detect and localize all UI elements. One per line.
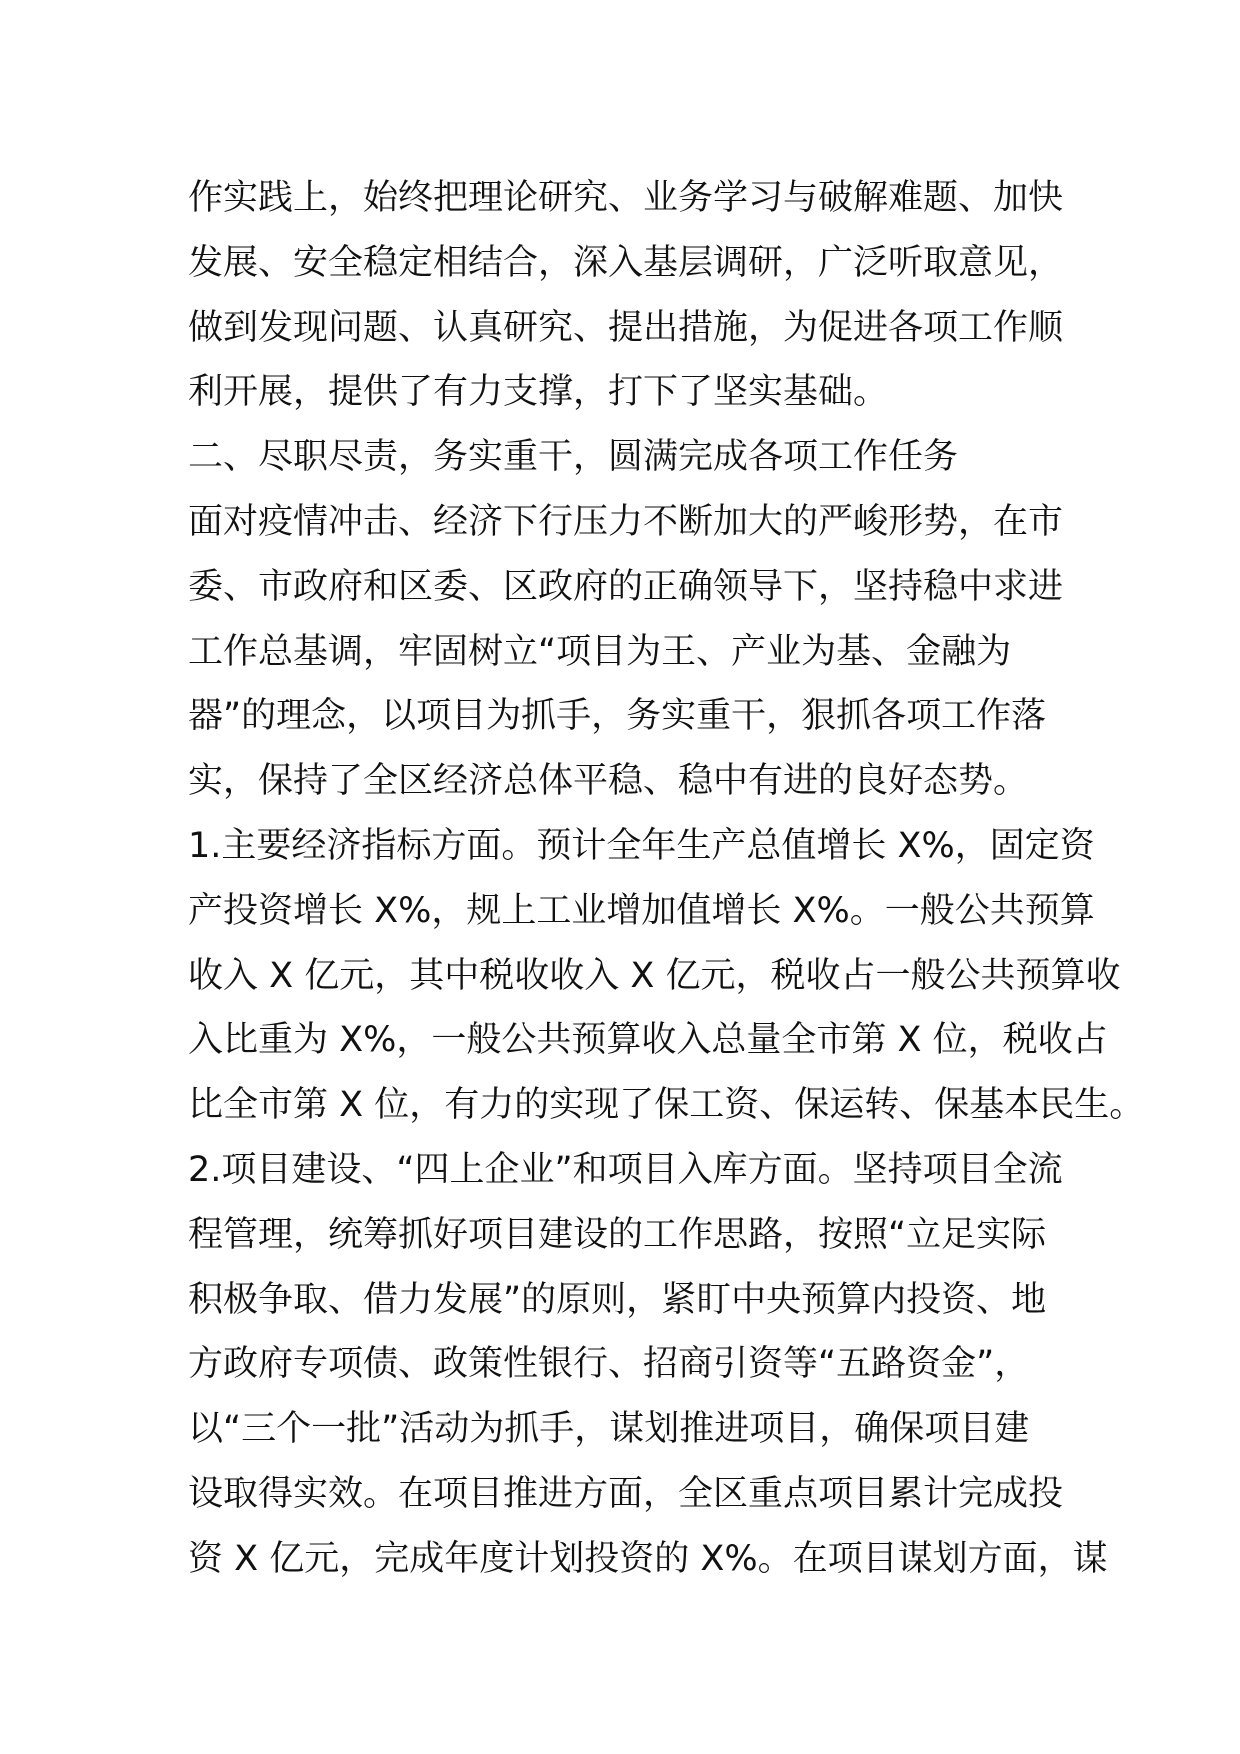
text-line: 工作总基调，牢固树立“项目为王、产业为基、金融为 bbox=[188, 631, 1012, 672]
text-line: 比全市第 X 位，有力的实现了保工资、保运转、保基本民生。 bbox=[188, 1085, 1145, 1126]
section-heading: 二、尽职尽责，务实重干，圆满完成各项工作任务 bbox=[188, 437, 959, 478]
numbered-item-line: 2.项目建设、“四上企业”和项目入库方面。坚持项目全流 bbox=[188, 1149, 1063, 1190]
text-line: 以“三个一批”活动为抓手，谋划推进项目，确保项目建 bbox=[188, 1409, 1030, 1450]
text-line: 器”的理念，以项目为抓手，务实重干，狠抓各项工作落 bbox=[188, 696, 1047, 737]
text-line: 委、市政府和区委、区政府的正确领导下，坚持稳中求进 bbox=[188, 566, 1064, 607]
text-line: 设取得实效。在项目推进方面，全区重点项目累计完成投 bbox=[188, 1473, 1064, 1514]
document-body bbox=[188, 166, 1145, 1592]
text-line: 做到发现问题、认真研究、提出措施，为促进各项工作顺 bbox=[188, 307, 1064, 348]
numbered-item-line: 1.主要经济指标方面。预计全年生产总值增长 X%，固定资 bbox=[188, 825, 1095, 866]
text-line: 程管理，统筹抓好项目建设的工作思路，按照“立足实际 bbox=[188, 1214, 1047, 1255]
text-line: 入比重为 X%，一般公共预算收入总量全市第 X 位，税收占 bbox=[188, 1020, 1108, 1061]
text-line: 实，保持了全区经济总体平稳、稳中有进的良好态势。 bbox=[188, 761, 1029, 802]
text-line: 作实践上，始终把理论研究、业务学习与破解难题、加快 bbox=[188, 178, 1064, 218]
text-line: 面对疫情冲击、经济下行压力不断加大的严峻形势，在市 bbox=[188, 501, 1064, 542]
text-line: 发展、安全稳定相结合，深入基层调研，广泛听取意见， bbox=[188, 242, 1064, 283]
text-line: 方政府专项债、政策性银行、招商引资等“五路资金”， bbox=[188, 1344, 1030, 1385]
text-line: 积极争取、借力发展”的原则，紧盯中央预算内投资、地 bbox=[188, 1279, 1047, 1320]
text-line: 资 X 亿元，完成年度计划投资的 X%。在项目谋划方面，谋 bbox=[188, 1538, 1108, 1579]
text-line: 收入 X 亿元，其中税收收入 X 亿元，税收占一般公共预算收 bbox=[188, 955, 1121, 996]
text-line: 产投资增长 X%，规上工业增加值增长 X%。一般公共预算 bbox=[188, 890, 1095, 931]
text-line: 利开展，提供了有力支撑，打下了坚实基础。 bbox=[188, 372, 889, 413]
